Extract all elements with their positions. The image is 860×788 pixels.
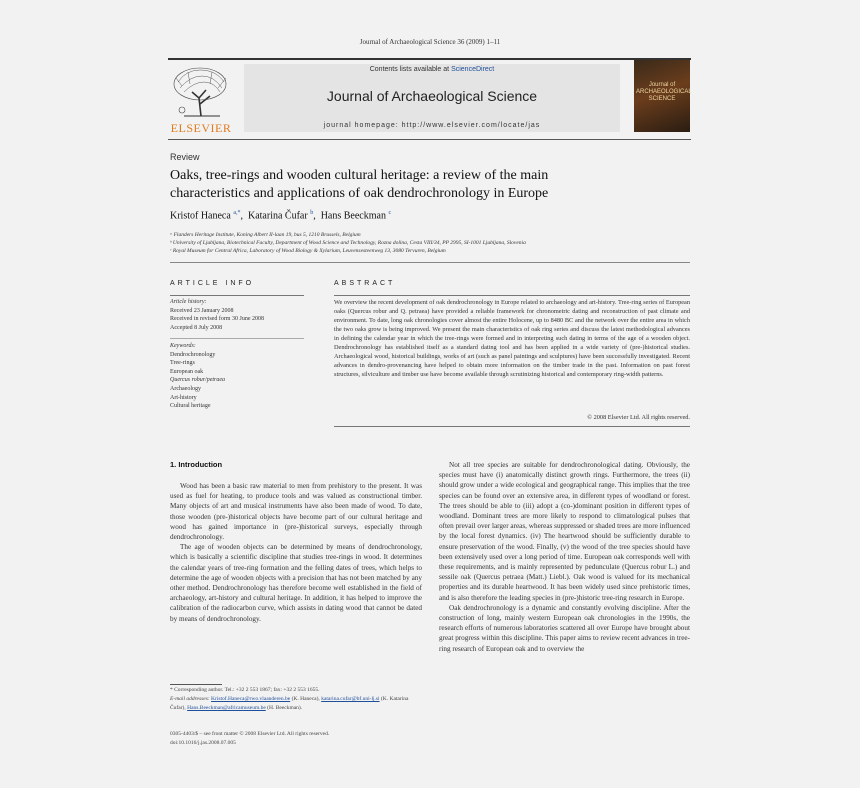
keyword: Cultural heritage — [170, 403, 211, 410]
body-paragraph: The age of wooden objects can be determined by means of dendrochronology, which is basically a scientific discipline that studies tree-rings in wood. It determines the calendar years of tree-ring formation and the felling dates of trees, which helps to determine the age of wooden objects with a precision that has not been matched by any other method. Dendrochronology has therefore become well established in the field of archaeology, art-history and cultural heritage. In addition, it has helped to improve the calibration of the radiocarbon curve, which assists in dating wood that cannot be dated by means of dendrochronology. — [170, 543, 422, 623]
affiliation: ᵇ University of Ljubljana, Biotechnical Faculty, Department of Wood Science and Technology, Rozna dolina, Cesta VIII/34, PP 2995, SI-1001 Ljubljana, Slovenia — [170, 240, 526, 246]
abstract-body: We overview the recent development of oak dendrochronology in Europe related to archaeology and art-history. Tree-ring series of European oaks (Quercus robur and Q. petraea) have provided a reliable framework for chronometric dating and reconstruction of past climate and environment. To date, long oak chronologies cover almost the entire Holocene, up to 8480 BC and the network over the entire area in which the two oaks grow is being improved. We present the main characteristics of oak ring series and discuss the latest methodological advances in defining the calendar year in which the tree-rings were formed and in interpreting such dating in terms of the age of a wooden object. Dendrochronology has established itself as a standard dating tool and has been applied in a wide variety of (pre-)historical studies. Archaeological wood, historical buildings, works of art (such as panel paintings and sculptures) have been successfully investigated. Recent advances in dendro-provenancing have helped to obtain more information on the timber trade in the past. Information on past forest structures, silviculture and timber use have become available through scrutinizing historical and contemporary ring-width patterns. — [334, 299, 690, 378]
email-link[interactable]: Hans.Beeckman@africamuseum.be — [187, 704, 266, 711]
journal-name: Journal of Archaeological Science — [326, 88, 538, 104]
keyword: Tree-rings — [170, 360, 195, 367]
email-owner: (H. Beeckman). — [267, 704, 303, 711]
email-owner: (K. Katarina Čufar), — [170, 696, 409, 711]
author-sup[interactable]: c — [388, 210, 392, 216]
author-list: Kristof Haneca $^{a,*}$, Katarina Čufar $^b$, Hans Beeckman $^c$ — [170, 210, 392, 222]
author-name: Hans Beeckman — [320, 210, 386, 222]
affiliation-rule — [170, 262, 690, 263]
email-link[interactable]: Kristof.Haneca@rwo.vlaanderen.be — [211, 696, 291, 702]
email-link[interactable]: katarina.cufar@bf.uni-lj.si — [321, 696, 380, 702]
email-owner: (K. Haneca), — [291, 696, 320, 702]
body-paragraph: Not all tree species are suitable for dendrochronological dating. Obviously, the species must have (i) anatomically distinct growth rings. Furthermore, the trees (ii) should grow under a wide ecological and geographical range. This implies that the tree species can be found over an extensive area, in different types of woodland or forest. The trees should be able to (iii) adopt a (co-)dominant position in different types of woodland. Dominant trees are more likely to respond to climatological pulses that often prevail over larger areas, whereas suppressed or shaded trees are more influenced by the local forest dynamics. (iv) The heartwood should be sufficiently durable to ensure preservation of the wood. Finally, (v) the wood of the tree species should have been extensively used over a long period of time. European oak corresponds well with these requirements, and is mainly represented by pedunculate (Quercus robur L.) and sessile oak (Quercus petraea (Matt.) Liebl.). Oak wood is valued for its mechanical properties and its durable heartwood. It has been widely used since prehistoric times, and is also therefore the leading species in (pre-)historic tree-ring research in Europe. — [439, 461, 690, 602]
body-paragraph: Oak dendrochronology is a dynamic and constantly evolving discipline. After the construction of long, mainly western European oak chronologies in the 1990s, the research efforts of numerous laboratories scattered all over Europe have brought about great progress within this discipline. This paper aims to review recent advances in tree-ring research of European oak and to overview the — [439, 603, 690, 653]
author-sup[interactable]: a,* — [233, 210, 241, 216]
body-paragraph: Wood has been a basic raw material to men from prehistory to the present. It was used as fuel for heating, to produce tools and was valued as constructional timber. Many objects of art and musical instruments have also been made of wood. To date, those wooden (pre-)historical objects have become part of our cultural heritage and wood has gained importance in (pre-)historical surveys, especially through dendrochronology. — [170, 482, 422, 542]
author-name: Katarina Čufar — [247, 210, 308, 222]
history-item: Received in revised form 30 June 2008 — [170, 316, 264, 323]
footnote-rule — [170, 684, 222, 685]
abstract-heading: ABSTRACT — [334, 280, 396, 287]
article-info-heading: ARTICLE INFO — [170, 280, 255, 287]
keyword: Quercus robur/petraea — [170, 377, 226, 384]
doi-link[interactable]: doi:10.1016/j.jas.2008.07.005 — [170, 740, 236, 746]
keyword: Archaeology — [170, 385, 201, 392]
elsevier-wordmark: ELSEVIER — [170, 121, 232, 135]
keywords-rule — [170, 338, 304, 339]
header-bottom-rule — [168, 139, 691, 140]
abstract-bottom-rule — [334, 426, 690, 427]
contents-line — [244, 66, 620, 73]
journal-homepage-link[interactable]: journal homepage: http://www.elsevier.com/locate/jas — [323, 122, 541, 129]
keyword: Dendrochronology — [170, 351, 216, 358]
article-title — [170, 167, 690, 203]
contents-prefix: Contents lists available at — [369, 66, 452, 73]
history-label: Article history: — [170, 299, 207, 305]
running-head: Journal of Archaeological Science 36 (2009) 1–11 — [359, 38, 501, 46]
section-heading-introduction: 1. Introduction — [170, 460, 223, 469]
abstract-copyright: © 2008 Elsevier Ltd. All rights reserved. — [587, 414, 690, 421]
article-info-rule — [170, 295, 304, 296]
title-line-1: Oaks, tree-rings and wooden cultural heritage: a review of the main — [170, 168, 549, 183]
author-name: Kristof Haneca — [170, 210, 231, 222]
history-item: Accepted 8 July 2008 — [170, 324, 223, 331]
sciencedirect-link[interactable]: ScienceDirect — [451, 66, 495, 73]
body-right-column — [439, 460, 690, 654]
history-item: Received 23 January 2008 — [170, 307, 234, 314]
journal-cover-title: Journal of ARCHAEOLOGICAL SCIENCE — [636, 82, 692, 102]
affiliation: ᶜ Royal Museum for Central Africa, Laboratory of Wood Biology & Xylarium, Leuvensesteenweg 13, 3080 Tervuren, Belgium — [170, 248, 446, 254]
keywords — [170, 342, 304, 411]
issn-line: 0305-4403/$ – see front matter © 2008 Elsevier Ltd. All rights reserved. — [170, 731, 330, 737]
author-sup[interactable]: b — [310, 210, 314, 216]
footnote-emails — [170, 695, 420, 713]
footnote-corresponding: * Corresponding author. Tel.: +32 2 553 1867; fax: +32 2 553 1655. — [170, 687, 320, 693]
title-line-2: characteristics and applications of oak dendrochronology in Europe — [170, 186, 549, 201]
article-history — [170, 298, 304, 332]
affiliation: ᵃ Flanders Heritage Institute, Koning Albert II-laan 19, bus 5, 1210 Brussels, Belgium — [170, 232, 361, 238]
keyword: Art-history — [170, 394, 197, 401]
body-left-column — [170, 481, 422, 624]
keywords-label: Keywords: — [170, 343, 196, 349]
article-type: Review — [170, 152, 200, 162]
keyword: European oak — [170, 368, 204, 375]
email-label: E-mail addresses: — [170, 696, 210, 702]
header-top-rule — [168, 58, 691, 60]
abstract-rule — [334, 295, 690, 296]
